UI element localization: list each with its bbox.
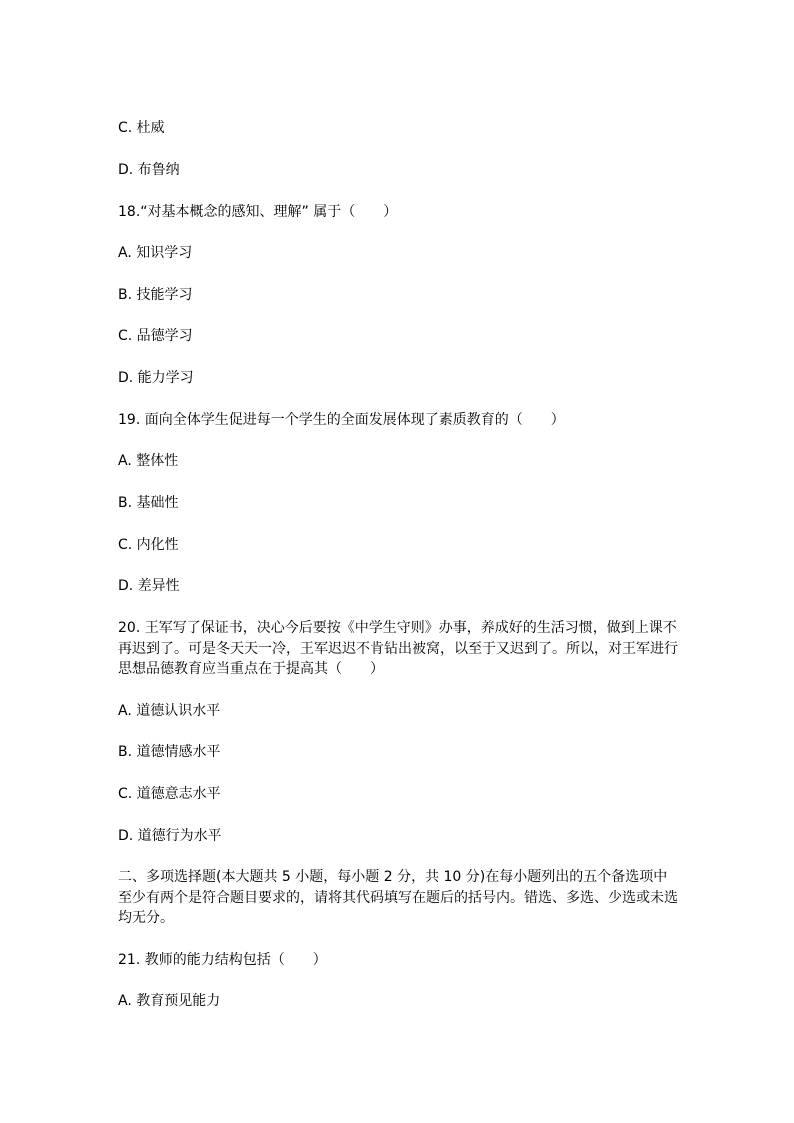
option-c-q17: C. 杜威	[118, 120, 165, 136]
section-2-heading: 二、多项选择题(本大题共 5 小题，每小题 2 分，共 10 分)在每小题列出的五个备选项中至少有两个是符合题目要求的，请将其代码填写在题后的括号内。错选、多选、少选或未选均无分。	[118, 869, 678, 926]
question-18: 18.“对基本概念的感知、理解” 属于（ ）	[118, 204, 398, 220]
option-c-q20: C. 道德意志水平	[118, 786, 221, 802]
option-a-q20: A. 道德认识水平	[118, 703, 221, 719]
option-b-q20: B. 道德情感水平	[118, 744, 221, 760]
option-d-q20: D. 道德行为水平	[118, 828, 222, 844]
question-19: 19. 面向全体学生促进每一个学生的全面发展体现了素质教育的（ ）	[118, 412, 565, 428]
option-c-q19: C. 内化性	[118, 537, 179, 553]
option-a-q18: A. 知识学习	[118, 245, 193, 261]
question-20: 20. 王军写了保证书，决心今后要按《中学生守则》办事，养成好的生活习惯，做到上课不再迟到了。可是冬天天一冷，王军迟迟不肯钻出被窝，以至于又迟到了。所以，对王军进行思想品德教育应当重点在于提高其（ ）	[118, 620, 678, 677]
option-d-q17: D. 布鲁纳	[118, 162, 180, 178]
option-d-q18: D. 能力学习	[118, 370, 194, 386]
option-a-q21: A. 教育预见能力	[118, 993, 221, 1009]
option-b-q18: B. 技能学习	[118, 287, 193, 303]
question-21: 21. 教师的能力结构包括（ ）	[118, 952, 327, 968]
option-d-q19: D. 差异性	[118, 578, 180, 594]
option-c-q18: C. 品德学习	[118, 328, 193, 344]
option-b-q19: B. 基础性	[118, 495, 179, 511]
option-a-q19: A. 整体性	[118, 453, 179, 469]
